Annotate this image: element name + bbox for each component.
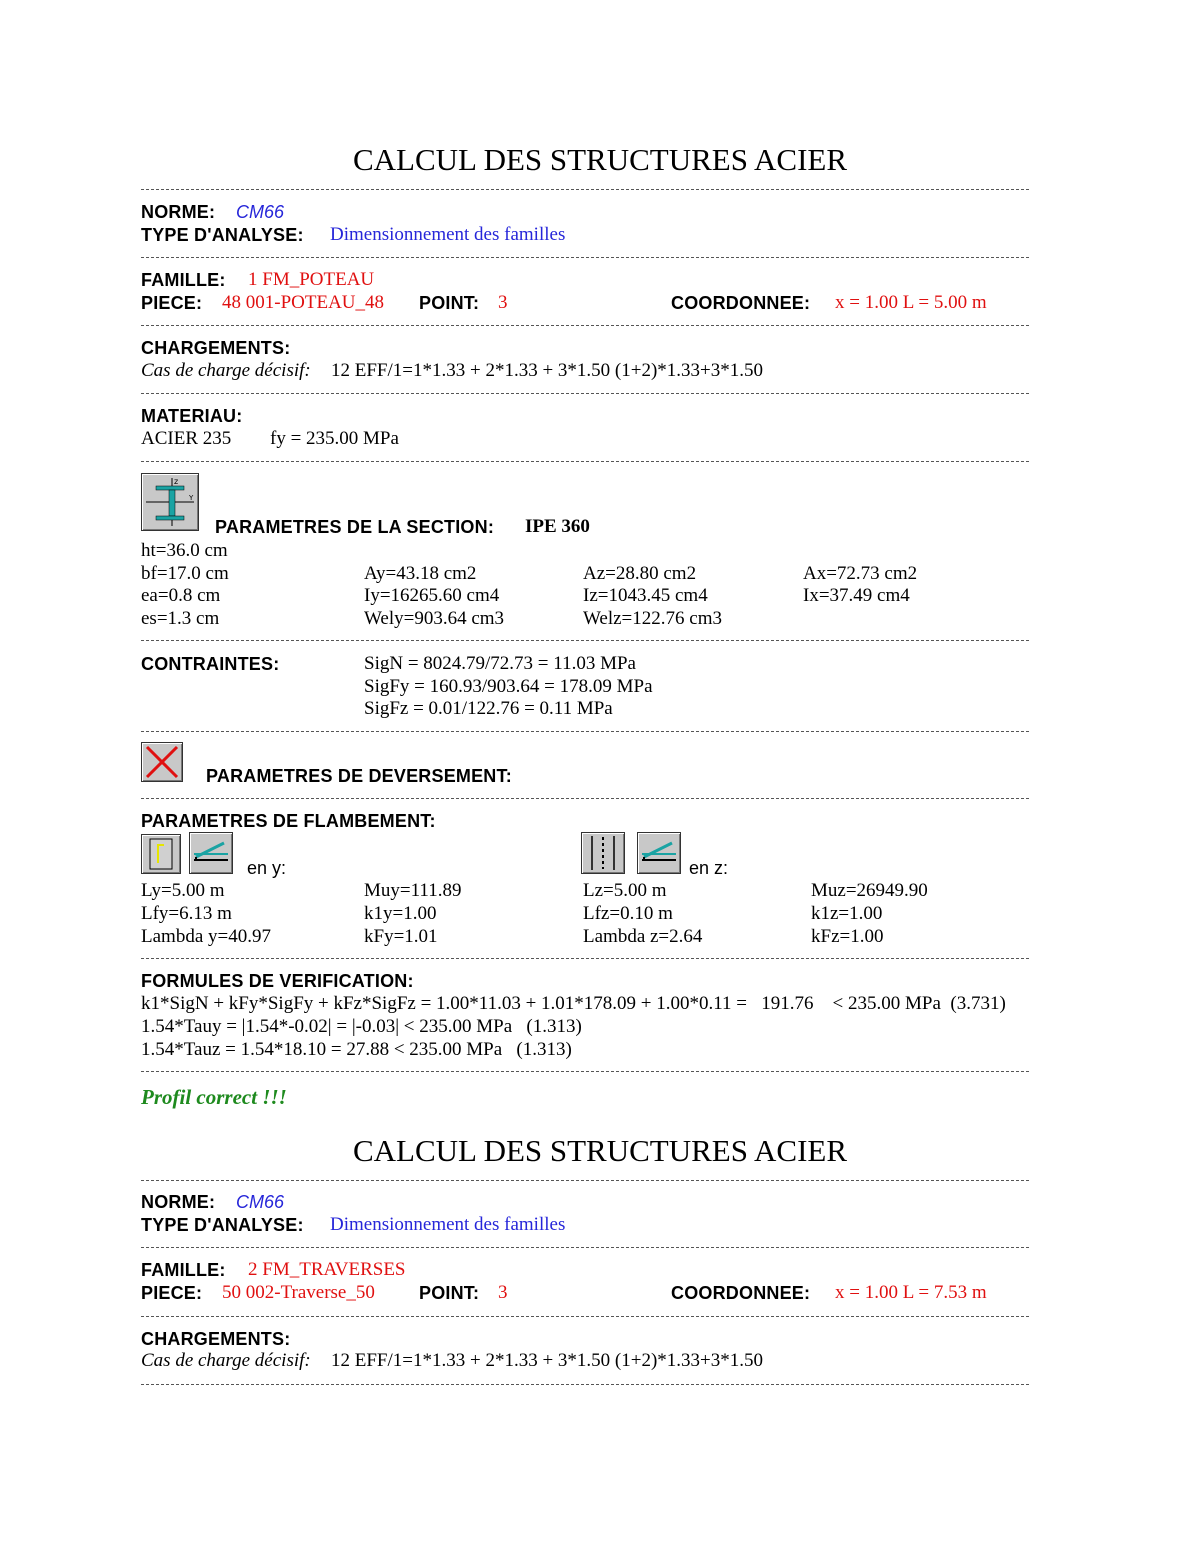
section-es: es=1.3 cm <box>141 608 220 629</box>
en-z-label: en z: <box>689 858 729 878</box>
coordonnee-value-2: x = 1.00 L = 7.53 m <box>835 1282 987 1303</box>
separator <box>141 798 1029 799</box>
point-label: POINT: <box>419 293 480 313</box>
report-title: CALCUL DES STRUCTURES ACIER <box>352 142 848 177</box>
formule-1: k1*SigN + kFy*SigFy + kFz*SigFz = 1.00*11.03 + 1.01*178.09 + 1.00*0.11 = 191.76 < 235.00 MPa (3.731) <box>141 993 1006 1014</box>
deversement-label: PARAMETRES DE DEVERSEMENT: <box>206 766 512 786</box>
norme-value: CM66 <box>236 202 285 222</box>
famille-value-2: 2 FM_TRAVERSES <box>248 1259 406 1280</box>
separator <box>141 958 1029 959</box>
section-ht: ht=36.0 cm <box>141 540 228 561</box>
separator <box>141 189 1029 190</box>
separator <box>141 1180 1029 1181</box>
separator <box>141 1247 1029 1248</box>
flamb-muy: Muy=111.89 <box>364 880 462 901</box>
formule-3: 1.54*Tauz = 1.54*18.10 = 27.88 < 235.00 MPa (1.313) <box>141 1039 572 1060</box>
section-ix: Ix=37.49 cm4 <box>803 585 910 606</box>
i-section-icon <box>141 473 199 531</box>
section-az: Az=28.80 cm2 <box>583 563 697 584</box>
section-ax: Ax=72.73 cm2 <box>803 563 918 584</box>
materiau-label: MATERIAU: <box>141 406 243 426</box>
flamb-k1y: k1y=1.00 <box>364 903 437 924</box>
piece-label-2: PIECE: <box>141 1283 203 1303</box>
section-iy: Iy=16265.60 cm4 <box>364 585 500 606</box>
cas-charge-label: Cas de charge décisif: <box>141 360 311 381</box>
materiau-name: ACIER 235 <box>141 428 232 449</box>
type-analyse-label: TYPE D'ANALYSE: <box>141 225 304 245</box>
separator <box>141 1384 1029 1385</box>
point-value-2: 3 <box>498 1282 508 1303</box>
cas-charge-value-2: 12 EFF/1=1*1.33 + 2*1.33 + 3*1.50 (1+2)*1.33+3*1.50 <box>331 1350 763 1371</box>
separator <box>141 1071 1029 1072</box>
cas-charge-value: 12 EFF/1=1*1.33 + 2*1.33 + 3*1.50 (1+2)*1.33+3*1.50 <box>331 360 763 381</box>
type-analyse-label-2: TYPE D'ANALYSE: <box>141 1215 304 1235</box>
flamb-muz: Muz=26949.90 <box>811 880 928 901</box>
report-title-2: CALCUL DES STRUCTURES ACIER <box>352 1133 848 1168</box>
flamb-kfy: kFy=1.01 <box>364 926 438 947</box>
separator <box>141 393 1029 394</box>
norme-label: NORME: <box>141 202 216 222</box>
coordonnee-value: x = 1.00 L = 5.00 m <box>835 292 987 313</box>
materiau-fy: fy = 235.00 MPa <box>270 428 399 449</box>
separator <box>141 257 1029 258</box>
point-label-2: POINT: <box>419 1283 480 1303</box>
section-bf: bf=17.0 cm <box>141 563 229 584</box>
separator <box>141 731 1029 732</box>
formules-label: FORMULES DE VERIFICATION: <box>141 971 414 991</box>
svg-text:z: z <box>174 477 179 486</box>
coordonnee-label: COORDONNEE: <box>671 293 811 313</box>
separator <box>141 640 1029 641</box>
svg-text:Y: Y <box>189 494 194 502</box>
flamb-ly: Ly=5.00 m <box>141 880 225 901</box>
section-label: PARAMETRES DE LA SECTION: <box>215 517 495 537</box>
contrainte-sigfy: SigFy = 160.93/903.64 = 178.09 MPa <box>364 676 653 697</box>
type-analyse-value-2: Dimensionnement des familles <box>330 1214 566 1235</box>
deversement-disabled-icon <box>141 742 183 782</box>
contrainte-sigfz: SigFz = 0.01/122.76 = 0.11 MPa <box>364 698 613 719</box>
flamb-lz: Lz=5.00 m <box>583 880 667 901</box>
formule-2: 1.54*Tauy = |1.54*-0.02| = |-0.03| < 235.00 MPa (1.313) <box>141 1016 582 1037</box>
chargements-label-2: CHARGEMENTS: <box>141 1329 291 1349</box>
norme-value-2: CM66 <box>236 1192 285 1212</box>
separator <box>141 1316 1029 1317</box>
flamb-kfz: kFz=1.00 <box>811 926 884 947</box>
buckling-deformation-y-icon <box>189 832 233 874</box>
cas-charge-label-2: Cas de charge décisif: <box>141 1350 311 1371</box>
type-analyse-value: Dimensionnement des familles <box>330 224 566 245</box>
section-value: IPE 360 <box>525 516 590 537</box>
section-iz: Iz=1043.45 cm4 <box>583 585 708 606</box>
buckling-support-z-icon <box>581 832 625 874</box>
piece-label: PIECE: <box>141 293 203 313</box>
section-wely: Wely=903.64 cm3 <box>364 608 505 629</box>
flambement-label: PARAMETRES DE FLAMBEMENT: <box>141 811 436 831</box>
famille-value: 1 FM_POTEAU <box>248 269 375 290</box>
piece-value-2: 50 002-Traverse_50 <box>222 1282 375 1303</box>
famille-label-2: FAMILLE: <box>141 1260 226 1280</box>
buckling-deformation-z-icon <box>637 832 681 874</box>
buckling-support-y-icon <box>141 834 181 874</box>
section-welz: Welz=122.76 cm3 <box>583 608 722 629</box>
piece-value: 48 001-POTEAU_48 <box>222 292 385 313</box>
contraintes-label: CONTRAINTES: <box>141 654 280 674</box>
separator <box>141 461 1029 462</box>
point-value: 3 <box>498 292 508 313</box>
famille-label: FAMILLE: <box>141 270 226 290</box>
section-ay: Ay=43.18 cm2 <box>364 563 477 584</box>
norme-label-2: NORME: <box>141 1192 216 1212</box>
flamb-lambda-z: Lambda z=2.64 <box>583 926 703 947</box>
en-y-label: en y: <box>247 858 287 878</box>
flamb-lfz: Lfz=0.10 m <box>583 903 673 924</box>
flamb-lambda-y: Lambda y=40.97 <box>141 926 271 947</box>
coordonnee-label-2: COORDONNEE: <box>671 1283 811 1303</box>
section-ea: ea=0.8 cm <box>141 585 221 606</box>
chargements-label: CHARGEMENTS: <box>141 338 291 358</box>
result-status: Profil correct !!! <box>141 1085 287 1109</box>
contrainte-sign: SigN = 8024.79/72.73 = 11.03 MPa <box>364 653 636 674</box>
flamb-lfy: Lfy=6.13 m <box>141 903 232 924</box>
separator <box>141 325 1029 326</box>
flamb-k1z: k1z=1.00 <box>811 903 883 924</box>
